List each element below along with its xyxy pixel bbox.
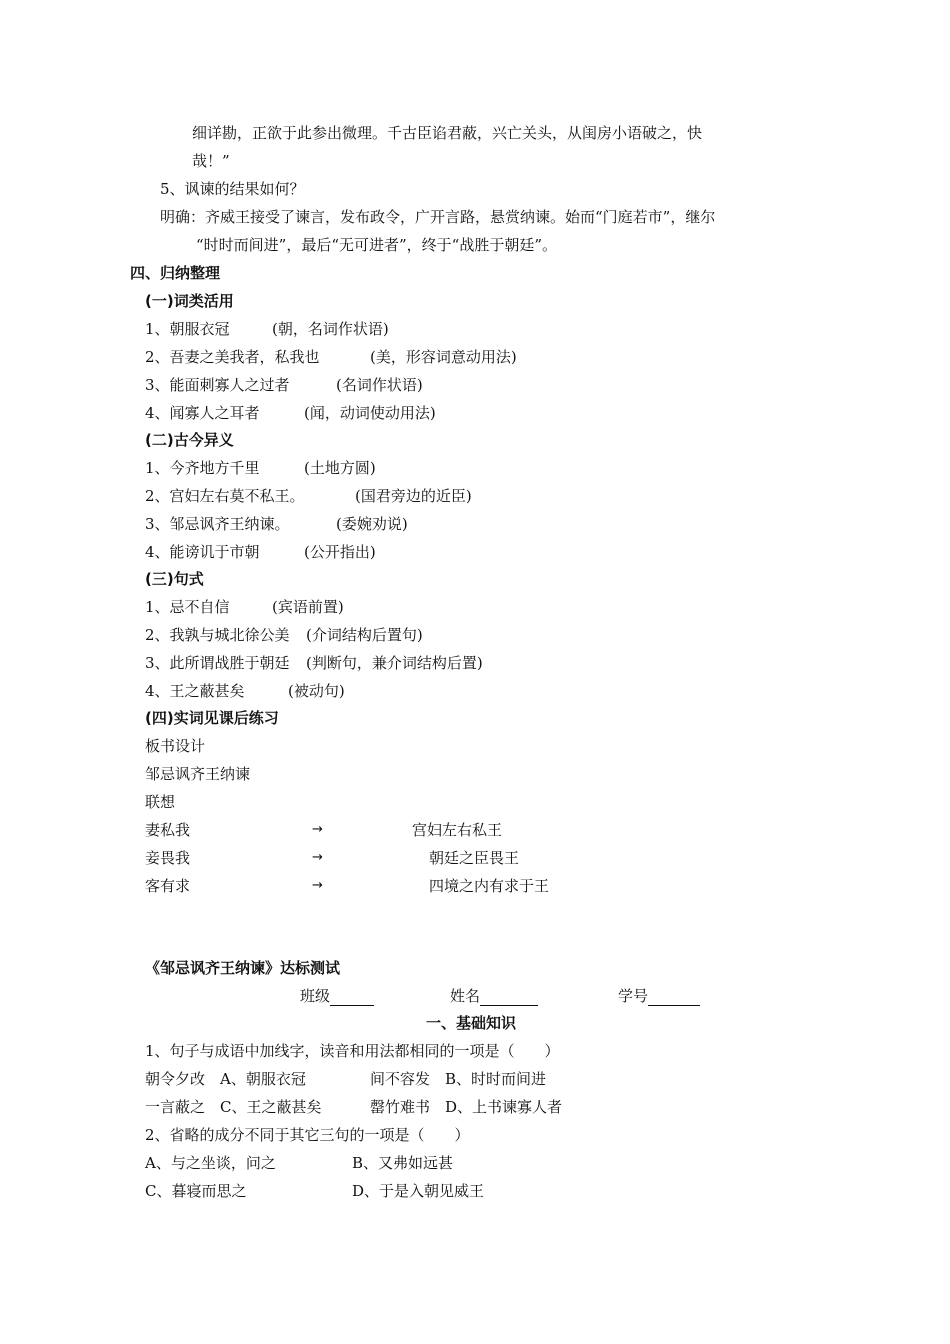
class-label: 班级 (300, 987, 331, 1005)
list-item-note: (朝，名词作状语) (272, 320, 389, 338)
answer-line: 明确：齐威王接受了谏言，发布政令，广开言路，悬赏纳谏。始而“门庭若市”，继尔 (160, 208, 716, 226)
list-item-note: (名词作状语) (336, 376, 423, 394)
arrow-icon: → (312, 850, 323, 865)
section-heading: 四、归纳整理 (130, 264, 221, 282)
list-item-note: (美，形容词意动用法) (370, 348, 517, 366)
board-right: 四境之内有求于王 (429, 877, 550, 895)
list-item: 3、能面刺寡人之过者 (145, 376, 290, 394)
list-item: 2、宫妇左右莫不私王。 (145, 487, 305, 505)
list-item: 1、朝服衣冠 (145, 320, 230, 338)
text-line: 细详勘，正欲于此参出微理。千古臣谄君蔽，兴亡关头，从闺房小语破之，快 (192, 124, 703, 142)
question-2: 2、省略的成分不同于其它三句的一项是（ ） (145, 1126, 470, 1144)
q1-option: 一言蔽之 C、王之蔽甚矣 (145, 1098, 322, 1116)
board-right: 宫妇左右私王 (412, 821, 503, 839)
id-blank[interactable] (648, 988, 700, 1006)
q2-option: D、于是入朝见威王 (352, 1182, 485, 1200)
list-item-note: (判断句，兼介词结构后置) (306, 654, 483, 672)
q2-option: A、与之坐谈，问之 (145, 1154, 276, 1172)
list-item-note: (公开指出) (304, 543, 376, 561)
list-item-note: (宾语前置) (272, 598, 344, 616)
board-assoc: 联想 (145, 793, 176, 811)
arrow-icon: → (312, 878, 323, 893)
list-item: 2、吾妻之美我者，私我也 (145, 348, 320, 366)
list-item: 4、闻寡人之耳者 (145, 404, 260, 422)
list-item: 2、我孰与城北徐公美 (145, 626, 290, 644)
question-1: 1、句子与成语中加线字，读音和用法都相同的一项是（ ） (145, 1042, 560, 1060)
list-item: 1、今齐地方千里 (145, 459, 260, 477)
list-item: 4、王之蔽甚矣 (145, 682, 245, 700)
list-item-note: (闻，动词使动用法) (304, 404, 436, 422)
name-field (450, 986, 538, 1006)
q1-option: 朝令夕改 A、朝服衣冠 (145, 1070, 306, 1088)
subsection-heading: (四)实词见课后练习 (145, 709, 279, 727)
board-right: 朝廷之臣畏王 (429, 849, 520, 867)
list-item: 3、邹忌讽齐王纳谏。 (145, 515, 290, 533)
class-blank[interactable] (330, 988, 374, 1006)
board-left: 客有求 (145, 877, 191, 895)
part-heading: 一、基础知识 (426, 1014, 517, 1032)
list-item: 1、忌不自信 (145, 598, 230, 616)
name-label: 姓名 (450, 987, 481, 1005)
name-blank[interactable] (480, 988, 538, 1006)
q2-option: B、又弗如远甚 (352, 1154, 454, 1172)
board-left: 妾畏我 (145, 849, 191, 867)
list-item-note: (被动句) (288, 682, 345, 700)
list-item: 4、能谤讥于市朝 (145, 543, 260, 561)
question-5: 5、讽谏的结果如何？ (160, 180, 305, 198)
class-field (300, 986, 374, 1006)
list-item-note: (委婉劝说) (336, 515, 408, 533)
board-lesson: 邹忌讽齐王纳谏 (145, 765, 251, 783)
list-item-note: (介词结构后置句) (306, 626, 423, 644)
answer-line: “时时而间进”，最后“无可进者”，终于“战胜于朝廷”。 (196, 236, 558, 254)
id-field (618, 986, 700, 1006)
list-item-note: (土地方圆) (304, 459, 376, 477)
subsection-heading: (三)句式 (145, 570, 204, 588)
arrow-icon: → (312, 822, 323, 837)
subsection-heading: (一)词类活用 (145, 292, 234, 310)
q1-option: 间不容发 B、时时而间进 (370, 1070, 547, 1088)
text-line: 哉！” (192, 152, 230, 170)
id-label: 学号 (618, 987, 649, 1005)
test-title: 《邹忌讽齐王纳谏》达标测试 (145, 959, 341, 977)
board-left: 妻私我 (145, 821, 191, 839)
subsection-heading: (二)古今异义 (145, 431, 234, 449)
board-title: 板书设计 (145, 737, 206, 755)
list-item-note: (国君旁边的近臣) (355, 487, 472, 505)
list-item: 3、此所谓战胜于朝廷 (145, 654, 290, 672)
q2-option: C、暮寝而思之 (145, 1182, 247, 1200)
q1-option: 罄竹难书 D、上书谏寡人者 (370, 1098, 563, 1116)
